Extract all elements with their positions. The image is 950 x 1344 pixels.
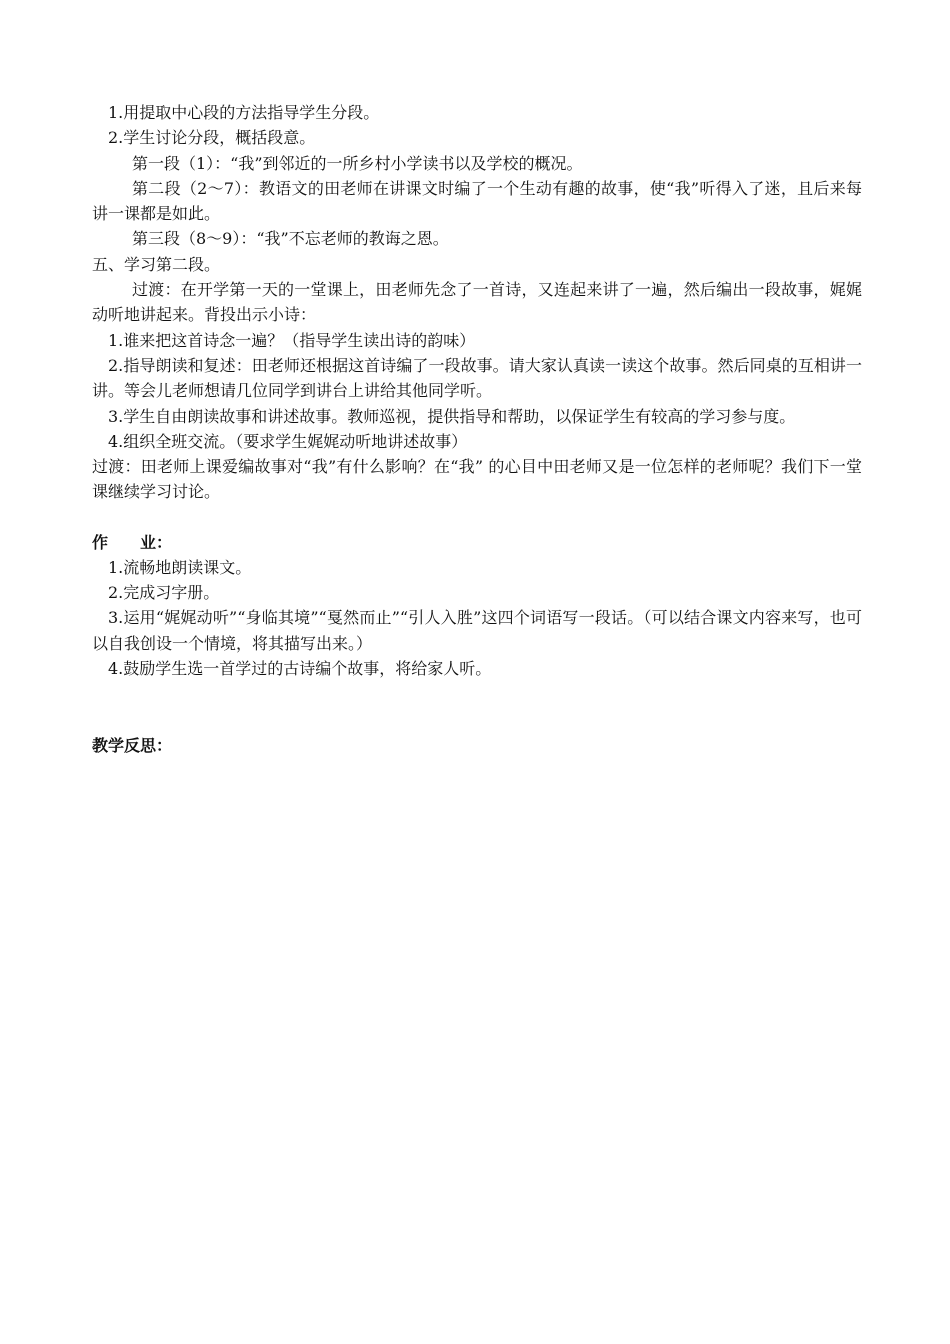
paragraph-summary-2: 第二段（2～7）：教语文的田老师在讲课文时编了一个生动有趣的故事，使“我”听得入了迷，且后来每讲一课都是如此。	[92, 178, 862, 224]
part5-closing: 过渡：田老师上课爱编故事对“我”有什么影响？在“我” 的心目中田老师又是一位怎样的老师呢？我们下一堂课继续学习讨论。	[92, 457, 862, 502]
step-1: 1.用提取中心段的方法指导学生分段。	[108, 103, 380, 122]
homework-item-4: 4.鼓励学生选一首学过的古诗编个故事，将给家人听。	[108, 658, 492, 678]
document-page	[92, 100, 862, 758]
homework-item-1: 1.流畅地朗读课文。	[108, 557, 252, 577]
spacer	[92, 681, 862, 733]
step-2: 2.学生讨论分段，概括段意。	[108, 128, 316, 148]
part5-title: 五、学习第二段。	[92, 254, 221, 274]
part5-step-4: 4.组织全班交流。（要求学生娓娓动听地讲述故事）	[108, 431, 468, 451]
homework-item-3: 3.运用“娓娓动听”“身临其境”“戛然而止”“引人入胜”这四个词语写一段话。（可以结合课文内容来写，也可以自我创设一个情境，将其描写出来。）	[92, 608, 862, 653]
paragraph-summary-1: 第一段（1）：“我”到邻近的一所乡村小学读书以及学校的概况。	[132, 153, 583, 173]
part5-step-3: 3.学生自由朗读故事和讲述故事。教师巡视，提供指导和帮助，以保证学生有较高的学习参与度。	[108, 406, 796, 426]
reflection-title: 教学反思：	[92, 736, 173, 756]
homework-title: 作 业：	[92, 532, 173, 552]
paragraph-summary-3: 第三段（8～9）：“我”不忘老师的教诲之恩。	[132, 229, 449, 249]
part5-step-1: 1.谁来把这首诗念一遍？（指导学生读出诗的韵味）	[108, 330, 476, 350]
part5-transition: 过渡：在开学第一天的一堂课上，田老师先念了一首诗，又连起来讲了一遍，然后编出一段故事，娓娓动听地讲起来。背投出示小诗：	[92, 280, 862, 325]
part5-step-2: 2.指导朗读和复述：田老师还根据这首诗编了一段故事。请大家认真读一读这个故事。然后同桌的互相讲一讲。等会儿老师想请几位同学到讲台上讲给其他同学听。	[92, 355, 862, 401]
spacer	[92, 505, 862, 530]
homework-item-2: 2.完成习字册。	[108, 583, 220, 603]
